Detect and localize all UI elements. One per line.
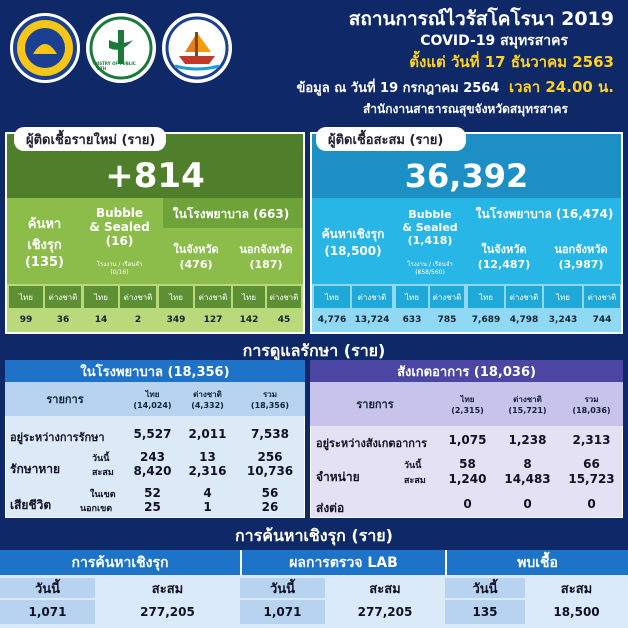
obs-discharged-today-label: วันนี้ bbox=[404, 461, 422, 471]
care-section-title: การดูแลรักษา (ราย) bbox=[242, 341, 386, 360]
hosp-deaths-total-out: 26 bbox=[261, 499, 279, 514]
hosp-deaths-thai-in: 52 bbox=[144, 485, 161, 500]
cumulative-total: 36,392 bbox=[404, 157, 529, 195]
new-in-province-label: ในจังหวัด (476) bbox=[173, 242, 219, 271]
new-in-foreign-label: ต่างชาติ bbox=[195, 286, 231, 308]
search-lab-today-label: วันนี้ bbox=[240, 578, 325, 598]
page-title: สถานการณ์ไวรัสโคโรนา 2019 bbox=[348, 8, 614, 30]
observation-col-total: รวม (18,036) bbox=[572, 395, 611, 415]
hosp-deaths-out-label: นอกเขต bbox=[80, 504, 113, 514]
hosp-deaths-thai-out: 25 bbox=[144, 499, 161, 514]
search-found-title: พบเชื้อ bbox=[445, 550, 628, 575]
search-found-cum-label: สะสม bbox=[560, 581, 593, 597]
cum-bubble-thai: 633 bbox=[402, 315, 422, 325]
new-out-province-label: นอกจังหวัด (187) bbox=[239, 242, 293, 271]
obs-observing-thai: 1,075 bbox=[448, 433, 487, 447]
new-cases-total: +814 bbox=[105, 156, 205, 196]
obs-discharged-foreign-cum: 14,483 bbox=[504, 471, 551, 486]
hosp-deaths-in-label: ในเขต bbox=[90, 490, 116, 500]
obs-referred-total: 0 bbox=[587, 497, 596, 511]
search-found-today-label: วันนี้ bbox=[445, 578, 525, 598]
new-bubble-foreign-label: ต่างชาติ bbox=[120, 286, 156, 308]
cum-bubble-sub: โรงงาน / เรือนจำ (858/560) bbox=[407, 260, 453, 276]
obs-discharged-label: จำหน่าย bbox=[316, 470, 360, 484]
new-bubble-foreign: 2 bbox=[134, 315, 142, 325]
search-found-cum: 18,500 bbox=[553, 605, 600, 619]
hosp-deaths-total-in: 56 bbox=[261, 485, 279, 500]
samut-sakhon-logo bbox=[162, 13, 232, 83]
page-subtitle: COVID-19 สมุทรสาคร bbox=[420, 33, 568, 49]
cum-in-foreign-label: ต่างชาติ bbox=[506, 286, 542, 308]
hospital-col-thai: ไทย (14,024) bbox=[133, 390, 172, 410]
cum-out-foreign: 744 bbox=[592, 315, 612, 325]
search-lab-today: 1,071 bbox=[240, 600, 325, 624]
search-lab-title: ผลการตรวจ LAB bbox=[240, 550, 445, 575]
data-as-of-line bbox=[296, 75, 614, 99]
cum-out-foreign-label: ต่างชาติ bbox=[584, 286, 620, 308]
hosp-recovered-foreign-today: 13 bbox=[199, 449, 216, 464]
cum-bubble-foreign-label: ต่างชาติ bbox=[430, 286, 464, 308]
new-out-thai-label: ไทย bbox=[233, 286, 265, 308]
hosp-treating-thai: 5,527 bbox=[133, 427, 172, 441]
search-active-today-label: วันนี้ bbox=[0, 578, 95, 598]
hosp-recovered-thai-today: 243 bbox=[139, 449, 166, 464]
observation-col-thai: ไทย (2,315) bbox=[451, 395, 484, 415]
new-out-foreign-label: ต่างชาติ bbox=[267, 286, 301, 308]
obs-discharged-foreign-today: 8 bbox=[523, 456, 532, 471]
moph-logo bbox=[86, 13, 156, 83]
hosp-recovered-total-today: 256 bbox=[257, 449, 283, 464]
cum-as-thai: 4,776 bbox=[317, 315, 347, 325]
hosp-treating-total: 7,538 bbox=[251, 427, 289, 441]
new-hospital-label: ในโรงพยาบาล (663) bbox=[172, 206, 290, 221]
new-as-foreign-label: ต่างชาติ bbox=[45, 286, 81, 308]
hosp-treating-label: อยู่ระหว่างการรักษา bbox=[10, 431, 105, 444]
hospital-col-item: รายการ bbox=[46, 393, 84, 406]
new-bubble-label: Bubble & Sealed (16) bbox=[89, 206, 150, 248]
cum-bubble-thai-label: ไทย bbox=[396, 286, 428, 308]
obs-referred-label: ส่งต่อ bbox=[316, 501, 345, 515]
new-out-thai: 142 bbox=[239, 315, 259, 325]
hospital-col-total: รวม (18,356) bbox=[250, 390, 290, 410]
new-in-thai-label: ไทย bbox=[159, 286, 193, 308]
hospital-table-title: ในโรงพยาบาล (18,356) bbox=[80, 364, 230, 380]
observation-col-item: รายการ bbox=[356, 398, 394, 411]
new-bubble-sub: โรงงาน / เรือนจำ (0/16) bbox=[96, 260, 143, 276]
search-lab-cum-label: สะสม bbox=[369, 581, 401, 597]
obs-discharged-thai-cum: 1,240 bbox=[448, 471, 487, 486]
cum-active-search-label: ค้นหาเชิงรุก (18,500) bbox=[321, 226, 385, 258]
obs-referred-thai: 0 bbox=[463, 497, 472, 511]
search-section-title: การค้นหาเชิงรุก (ราย) bbox=[234, 526, 393, 545]
hosp-recovered-foreign-cum: 2,316 bbox=[188, 463, 227, 478]
cumulative-label: ผู้ติดเชื้อสะสม (ราย) bbox=[316, 127, 466, 151]
hosp-recovered-today-label: วันนี้ bbox=[92, 454, 110, 464]
moph-logo-text: MINISTRY OF PUBLIC HEALTH bbox=[89, 61, 136, 71]
hosp-recovered-total-cum: 10,736 bbox=[246, 463, 294, 478]
new-cases-label: ผู้ติดเชื้อรายใหม่ (ราย) bbox=[14, 127, 166, 151]
search-lab-cum: 277,205 bbox=[357, 605, 413, 619]
new-as-thai: 99 bbox=[19, 315, 33, 325]
obs-discharged-thai-today: 58 bbox=[459, 456, 476, 471]
cum-in-thai: 7,689 bbox=[471, 315, 501, 325]
hosp-deaths-label: เสียชีวิต bbox=[10, 498, 52, 512]
cum-as-foreign-label: ต่างชาติ bbox=[352, 286, 392, 308]
new-out-foreign: 45 bbox=[277, 315, 291, 325]
obs-discharged-total-today: 66 bbox=[583, 456, 600, 471]
obs-observing-label: อยู่ระหว่างสังเกตอาการ bbox=[316, 437, 428, 450]
search-active-cum: 277,205 bbox=[140, 605, 195, 619]
cum-hospital-label: ในโรงพยาบาล (16,474) bbox=[475, 206, 614, 221]
cum-out-province-label: นอกจังหวัด (3,987) bbox=[554, 242, 608, 271]
cum-in-province-label: ในจังหวัด (12,487) bbox=[477, 242, 531, 271]
data-as-of: ข้อมูล ณ วันที่ 19 กรกฎาคม 2564 bbox=[296, 81, 500, 96]
since-date: ตั้งแต่ วันที่ 17 ธันวาคม 2563 bbox=[409, 53, 614, 71]
new-as-thai-label: ไทย bbox=[9, 286, 43, 308]
obs-discharged-total-cum: 15,723 bbox=[568, 471, 615, 486]
new-bubble-thai-label: ไทย bbox=[84, 286, 118, 308]
obs-observing-foreign: 1,238 bbox=[508, 433, 547, 447]
cum-out-thai: 3,243 bbox=[548, 315, 578, 325]
new-in-foreign: 127 bbox=[203, 315, 223, 325]
obs-discharged-cum-label: สะสม bbox=[404, 476, 426, 486]
cum-out-thai-label: ไทย bbox=[544, 286, 582, 308]
new-active-search-label: ค้นหา เชิงรุก (135) bbox=[24, 216, 65, 270]
cum-in-thai-label: ไทย bbox=[468, 286, 504, 308]
search-found-today: 135 bbox=[445, 600, 525, 624]
obs-observing-total: 2,313 bbox=[572, 433, 611, 447]
hosp-recovered-label: รักษาหาย bbox=[10, 462, 61, 476]
search-active-today: 1,071 bbox=[0, 600, 95, 624]
hosp-recovered-thai-cum: 8,420 bbox=[133, 463, 172, 478]
hosp-deaths-foreign-in: 4 bbox=[203, 485, 212, 500]
cum-bubble-foreign: 785 bbox=[437, 315, 457, 325]
cum-as-thai-label: ไทย bbox=[314, 286, 350, 308]
data-time: เวลา 24.00 น. bbox=[508, 78, 614, 96]
observation-table-title: สังเกตอาการ (18,036) bbox=[397, 364, 536, 380]
cum-as-foreign: 13,724 bbox=[354, 315, 390, 325]
province-seal-logo bbox=[10, 13, 80, 83]
hospital-col-foreign: ต่างชาติ (4,332) bbox=[191, 390, 224, 410]
observation-col-foreign: ต่างชาติ (15,721) bbox=[508, 395, 547, 415]
new-bubble-thai: 14 bbox=[94, 315, 108, 325]
new-in-thai: 349 bbox=[166, 315, 186, 325]
hosp-treating-foreign: 2,011 bbox=[188, 427, 227, 441]
new-as-foreign: 36 bbox=[56, 315, 70, 325]
cum-in-foreign: 4,798 bbox=[509, 315, 539, 325]
hosp-recovered-cum-label: สะสม bbox=[92, 468, 114, 478]
search-active-cum-label: สะสม bbox=[151, 581, 184, 597]
cum-bubble-label: Bubble & Sealed (1,418) bbox=[402, 207, 458, 247]
hosp-deaths-foreign-out: 1 bbox=[203, 499, 212, 514]
office-name: สำนักงานสาธารณสุขจังหวัดสมุทรสาคร bbox=[362, 102, 568, 116]
search-active-title: การค้นหาเชิงรุก bbox=[71, 554, 169, 571]
obs-referred-foreign: 0 bbox=[523, 497, 532, 511]
